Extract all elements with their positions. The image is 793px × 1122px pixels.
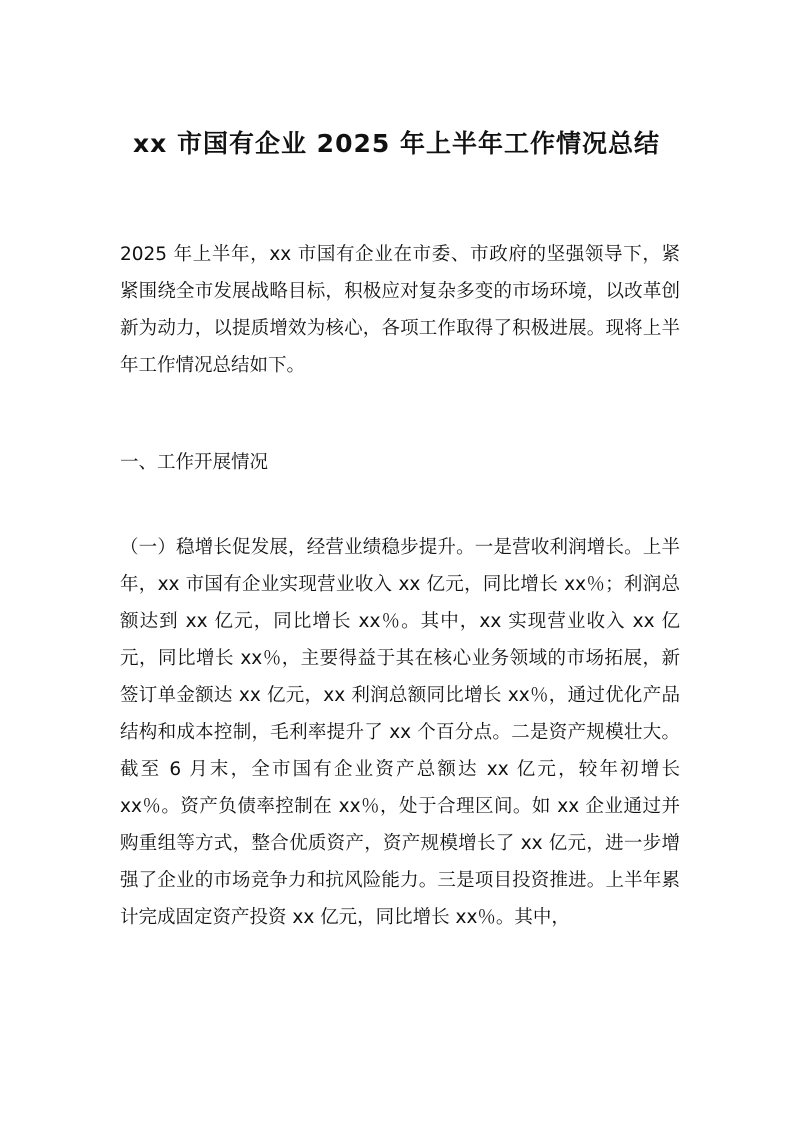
document-title: xx 市国有企业 2025 年上半年工作情况总结	[133, 129, 660, 158]
section-heading: 一、工作开展情况	[120, 452, 269, 473]
section-paragraph: （一）稳增长促发展，经营业绩稳步提升。一是营收利润增长。上半年，xx 市国有企业实现营业收入 xx 亿元，同比增长 xx％；利润总额达到 xx 亿元，同比增长 xx％。其中，xx 实现营业收入 xx 亿元，同比增长 xx％，主要得益于其在核心业务领域的市场拓展，新签订单金额达 xx 亿元，xx 利润总额同比增长 xx％，通过优化产品结构和成本控制，毛利率提升了 xx 个百分点。二是资产规模壮大。截至 6 月末，全市国有企业资产总额达 xx 亿元，较年初增长 xx％。资产负债率控制在 xx％，处于合理区间。如 xx 企业通过并购重组等方式，整合优质资产，资产规模增长了 xx 亿元，进一步增强了企业的市场竞争力和抗风险能力。三是项目投资推进。上半年累计完成固定资产投资 xx 亿元，同比增长 xx％。其中，	[120, 537, 680, 928]
intro-paragraph: 2025 年上半年，xx 市国有企业在市委、市政府的坚强领导下，紧紧围绕全市发展战略目标，积极应对复杂多变的市场环境，以改革创新为动力，以提质增效为核心，各项工作取得了积极进展。现将上半年工作情况总结如下。	[120, 244, 680, 376]
